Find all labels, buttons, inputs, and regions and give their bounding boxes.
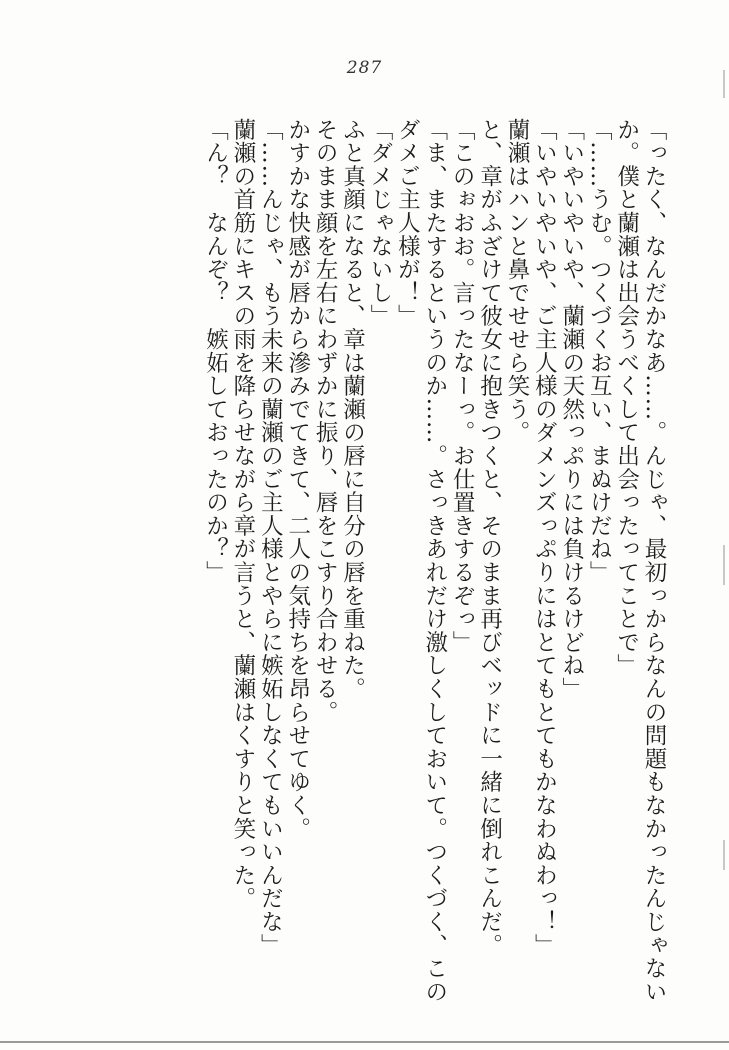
text-line: かすかな快感が唇から滲みでてきて、二人の気持ちを昂らせてゆく。 bbox=[284, 118, 311, 841]
scan-edge-mark bbox=[723, 840, 725, 870]
text-line: ダメご主人様が！」 bbox=[394, 118, 421, 328]
text-line: そのまま顔を左右にわずかに振り、唇をこすり合わせる。 bbox=[312, 118, 339, 724]
text-line: 「ダメじゃないし」 bbox=[366, 118, 393, 328]
text-line: 「このぉおお。言ったなーっ。お仕置きするぞっ」 bbox=[449, 118, 476, 654]
text-line: 「いやいやいや、蘭瀬の天然っぷりには負けるけどね」 bbox=[558, 118, 585, 701]
scan-edge-mark bbox=[723, 70, 725, 98]
text-line: 「ま、またするというのか……。さっきあれだけ激しくしておいて。つくづく、この bbox=[421, 118, 448, 1004]
text-line: と、章がふざけて彼女に抱きつくと、そのまま再びベッドに一緒に倒れこんだ。 bbox=[476, 118, 503, 957]
text-line: 蘭瀬はハンと鼻でせせら笑う。 bbox=[503, 118, 530, 445]
text-line: ふと真顔になると、章は蘭瀬の唇に自分の唇を重ねた。 bbox=[339, 118, 366, 701]
page-bottom-edge bbox=[0, 1041, 729, 1043]
scan-edge-mark bbox=[723, 545, 725, 585]
text-line: か。僕と蘭瀬は出会うべくして出会ったってことで」 bbox=[613, 118, 640, 678]
vertical-text-body bbox=[201, 118, 667, 1004]
page-number: 287 bbox=[346, 58, 383, 78]
text-line: 蘭瀬の首筋にキスの雨を降らせながら章が言うと、蘭瀬はくすりと笑った。 bbox=[229, 118, 256, 911]
text-line: 「……うむ。つくづくお互い、まぬけだね」 bbox=[586, 118, 613, 584]
text-line: 「ったく、なんだかなあ……。んじゃ、最初っからなんの問題もなかったんじゃない bbox=[641, 118, 667, 1004]
text-line: 「……んじゃ、もう未来の蘭瀬のご主人様とやらに嫉妬しなくてもいいんだな」 bbox=[257, 118, 284, 957]
text-line: 「ん？ なんぞ？ 嫉妬しておったのか？」 bbox=[202, 118, 229, 584]
text-line: 「いやいやいや、ご主人様のダメンズっぷりにはとてもとてもかなわぬわっ！」 bbox=[531, 118, 558, 957]
